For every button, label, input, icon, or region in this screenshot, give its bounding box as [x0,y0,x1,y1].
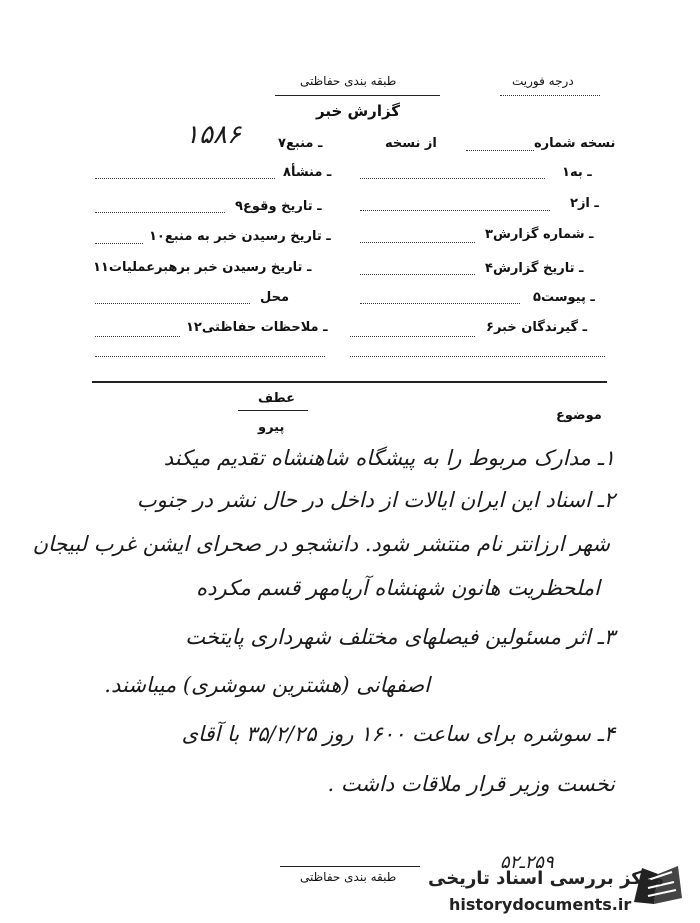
report-date-line [360,274,475,275]
reference-label: عطف [258,391,296,406]
place-label: محل [260,290,290,305]
from-label: ۲ـ از [570,196,599,211]
origin-line [95,178,275,179]
security-notes-label: ۱۲ـ ملاحظات حفاظتی [186,320,328,335]
body-line: ۲ـ اسناد این ایران ایالات از داخل در حال نشر در جنوب [136,488,615,512]
body-line: اصفهانی (هشترین سوشری) میباشند. [104,673,430,697]
report-number-label: ۳ـ شماره گزارش [485,227,594,242]
security-notes-line [95,336,180,337]
report-number-line [360,242,475,243]
origin-label: ۸ـ منشأ [283,165,332,180]
copy-number-line [466,150,534,151]
attachment-label: ۵ـ پیوست [533,290,595,305]
recipients-label: ۶ـ گیرندگان خبر [486,320,588,335]
attachment-line [360,303,520,304]
copy-number-label: نسخه شماره [534,136,616,151]
reference-divider [238,410,308,411]
classification-bottom: طبقه بندی حفاظتی [300,870,397,884]
classification-top-underline [275,95,440,96]
body-line: نخست وزیر قرار ملاقات داشت . [327,772,615,796]
place-line [95,303,250,304]
to-label: ۱ـ به [562,165,592,180]
follow-up-label: پیرو [258,420,285,435]
urgency-underline [500,95,600,96]
report-title: گزارش خبر [316,102,401,120]
to-line [360,178,545,179]
from-copy-label: از نسخه [385,136,437,151]
footer-divider [280,866,420,867]
body-line: ۴ـ سوشره برای ساعت ۱۶۰۰ روز ۳۵/۲/۲۵ با آقای [181,722,615,746]
classification-top: طبقه بندی حفاظتی [300,74,397,88]
body-line: املحظریت هانون شهنشاه آریامهر قسم مکرده [196,576,600,600]
handwritten-number: ۱۵۸۶ [185,120,241,150]
recipients-line [350,336,475,337]
occurrence-date-label: ۹ـ تاریخ وقوع [235,199,322,214]
body-line: ۱ـ مدارک مربوط را به پیشگاه شاهنشاه تقدیم میکند [163,446,615,470]
report-date-label: ۴ـ تاریخ گزارش [485,261,584,276]
occurrence-date-line [95,212,225,213]
urgency-label: درجه فوریت [512,74,574,88]
subject-label: موضوع [556,408,602,423]
news-to-ops-label: ۱۱ـ تاریخ رسیدن خبر برهبرعملیات [93,260,312,275]
from-line [360,210,550,211]
watermark-url: historydocuments.ir [449,895,632,914]
handwritten-code: ۲۵۹ـ۵۲ [500,852,554,873]
news-to-source-line [95,243,143,244]
recipients-line-2 [350,356,605,357]
news-to-source-label: ۱۰ـ تاریخ رسیدن خبر به منبع [149,229,331,244]
security-notes-line-2 [95,356,325,357]
body-line: ۳ـ اثر مسئولین فیصلهای مختلف شهرداری پایتخت [185,625,615,649]
watermark-org: مرکز بررسی اسناد تاریخی [428,868,665,889]
body-line: شهر ارزانتر نام منتشر شود. دانشجو در صحرای ایشن غرب لبیجان [32,532,610,556]
section-divider [92,381,607,383]
source-label: ۷ـ منبع [278,136,323,151]
